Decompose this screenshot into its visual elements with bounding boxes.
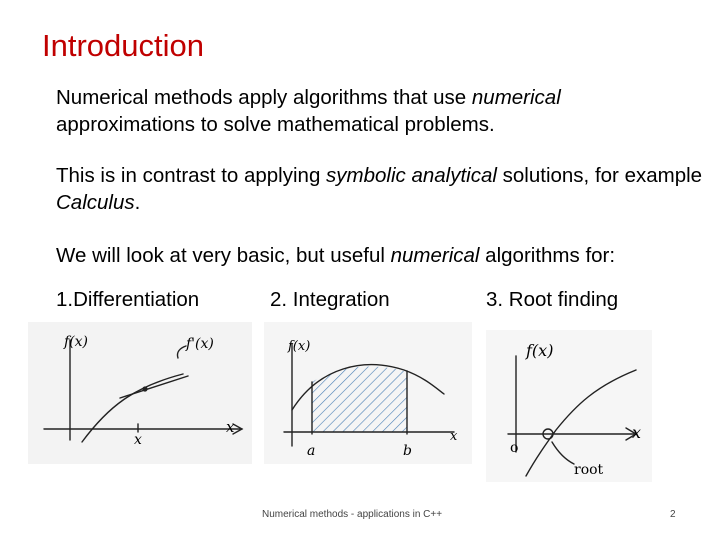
int-b-label: b [403, 443, 412, 459]
item-integration: 2. Integration [270, 288, 390, 311]
paragraph-symbolic-contrast: This is in contrast to applying symbolic analytical solutions, for example Calculus. [56, 164, 703, 214]
diff-y-label: f(x) [64, 334, 89, 350]
page-number: 2 [670, 509, 676, 520]
integration-sketch [264, 322, 472, 464]
diff-x-point-label: x [134, 432, 142, 448]
function-curve [526, 370, 636, 476]
differentiation-figure [28, 322, 252, 464]
int-x-axis-label: x [450, 429, 458, 444]
root-origin-label: o [510, 440, 519, 456]
diff-deriv-label: f'(x) [186, 336, 214, 352]
tangent-line [120, 376, 188, 398]
footer-text: Numerical methods - applications in C++ [262, 509, 443, 520]
item-root-finding: 3. Root finding [486, 288, 619, 311]
slide-title: Introduction [42, 28, 204, 63]
root-label: root [574, 462, 604, 478]
int-y-label: f(x) [288, 339, 311, 354]
root-x-axis-label: x [632, 423, 642, 442]
root-finding-sketch [486, 330, 652, 482]
integration-figure [264, 322, 472, 464]
paragraph-algorithms-intro: We will look at very basic, but useful numerical algorithms for: [56, 244, 616, 267]
root-finding-figure [486, 330, 652, 482]
item-differentiation: 1.Differentiation [56, 288, 200, 311]
root-y-label: f(x) [526, 341, 554, 360]
diff-x-axis-label: x [226, 418, 235, 436]
tangent-point [142, 386, 147, 391]
differentiation-sketch [28, 322, 252, 464]
int-a-label: a [307, 443, 316, 459]
function-curve [82, 374, 183, 442]
paragraph-numerical-methods: Numerical methods apply algorithms that use numerical approximations to solve mathematical problems. [56, 86, 561, 136]
